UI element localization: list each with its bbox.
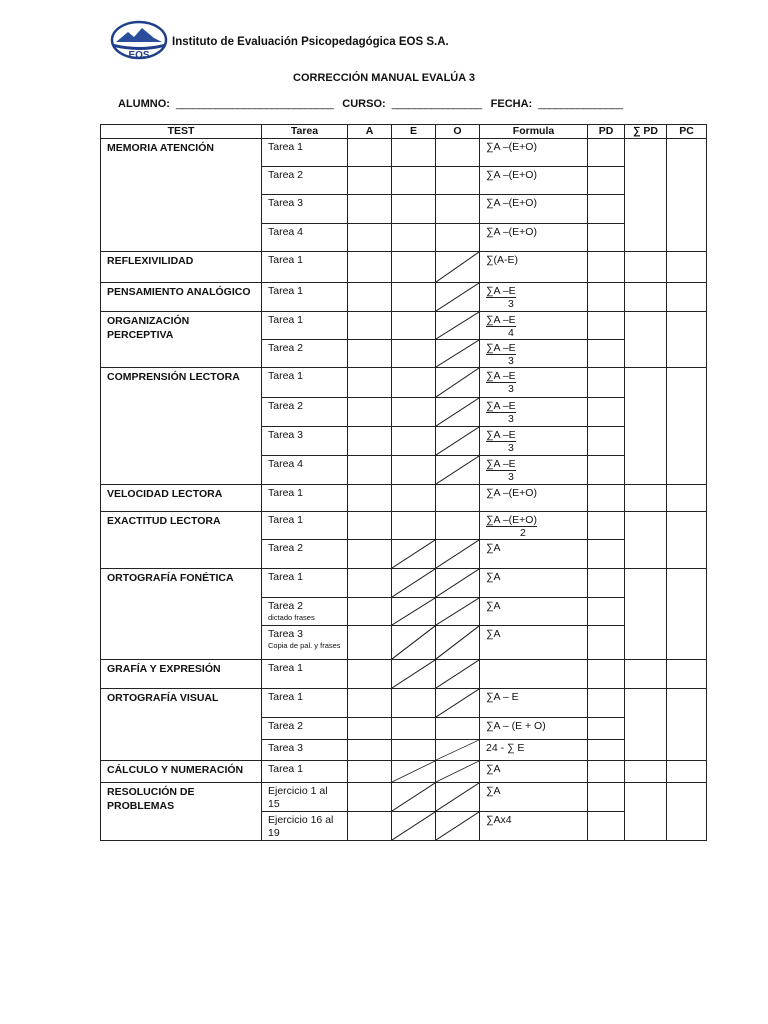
o-cell-crossed xyxy=(436,252,480,283)
formula-cell: ∑A xyxy=(480,598,588,626)
a-cell[interactable] xyxy=(348,167,392,195)
pc-cell[interactable] xyxy=(667,689,707,761)
curso-label: CURSO: xyxy=(342,98,386,110)
e-cell[interactable] xyxy=(392,718,436,740)
e-cell-crossed xyxy=(392,626,436,660)
formula-cell: ∑A xyxy=(480,783,588,812)
sum-pd-cell[interactable] xyxy=(625,368,667,485)
e-cell[interactable] xyxy=(392,283,436,312)
a-cell[interactable] xyxy=(348,689,392,718)
tarea-cell xyxy=(262,598,348,626)
formula-cell xyxy=(480,368,588,398)
test-name: VELOCIDAD LECTORA xyxy=(101,485,262,512)
a-cell[interactable] xyxy=(348,783,392,812)
formula-cell: ∑(A-E) xyxy=(480,252,588,283)
tarea-cell: Tarea 1 xyxy=(262,761,348,783)
pc-cell[interactable] xyxy=(667,512,707,569)
pd-cell[interactable] xyxy=(588,456,625,485)
formula-cell: ∑A –(E+O) xyxy=(480,224,588,252)
tarea-cell: Ejercicio 1 al 15 xyxy=(262,783,348,812)
a-cell[interactable] xyxy=(348,660,392,689)
o-cell[interactable] xyxy=(436,195,480,224)
eos-logo xyxy=(110,20,168,62)
slash-mark xyxy=(436,283,479,311)
slash-mark xyxy=(436,626,479,659)
slash-mark xyxy=(436,569,479,597)
formula-cell: ∑A xyxy=(480,569,588,598)
col-e: E xyxy=(392,125,436,139)
tarea-cell: Tarea 4 xyxy=(262,224,348,252)
tarea-cell: Tarea 3 xyxy=(262,740,348,761)
a-cell[interactable] xyxy=(348,139,392,167)
o-cell-crossed xyxy=(436,761,480,783)
a-cell[interactable] xyxy=(348,312,392,340)
a-cell[interactable] xyxy=(348,626,392,660)
o-cell-crossed xyxy=(436,540,480,569)
tarea-cell: Tarea 1 xyxy=(262,512,348,540)
formula-cell: ∑A –(E+O) xyxy=(480,139,588,167)
o-cell[interactable] xyxy=(436,512,480,540)
pd-cell[interactable] xyxy=(588,427,625,456)
pc-cell[interactable] xyxy=(667,569,707,660)
pd-cell[interactable] xyxy=(588,195,625,224)
formula-cell xyxy=(480,283,588,312)
sum-pd-cell[interactable] xyxy=(625,283,667,312)
o-cell-crossed xyxy=(436,660,480,689)
e-cell-crossed xyxy=(392,569,436,598)
page-title: CORRECCIÓN MANUAL EVALÚA 3 xyxy=(293,72,475,84)
formula-cell: ∑A –(E+O) xyxy=(480,167,588,195)
formula-numerator: ∑A –E xyxy=(486,342,516,354)
pc-cell[interactable] xyxy=(667,761,707,783)
header-row xyxy=(101,125,707,139)
col-formula: Formula xyxy=(480,125,588,139)
sum-pd-cell[interactable] xyxy=(625,569,667,660)
pc-cell[interactable] xyxy=(667,252,707,283)
e-cell-crossed xyxy=(392,783,436,812)
test-name: COMPRENSIÓN LECTORA xyxy=(101,368,262,485)
formula-cell: ∑A – E xyxy=(480,689,588,718)
a-cell[interactable] xyxy=(348,718,392,740)
e-cell[interactable] xyxy=(392,139,436,167)
formula-cell xyxy=(480,427,588,456)
pc-cell[interactable] xyxy=(667,312,707,368)
a-cell[interactable] xyxy=(348,283,392,312)
table-row xyxy=(101,139,707,167)
formula-cell xyxy=(480,512,588,540)
formula-cell: ∑A xyxy=(480,626,588,660)
table-row xyxy=(101,368,707,398)
e-cell-crossed xyxy=(392,660,436,689)
o-cell-crossed xyxy=(436,598,480,626)
sum-pd-cell[interactable] xyxy=(625,660,667,689)
a-cell[interactable] xyxy=(348,540,392,569)
fecha-line[interactable]: _______________ xyxy=(538,98,623,110)
slash-mark xyxy=(392,626,435,659)
alumno-line[interactable]: ____________________________ xyxy=(175,98,334,110)
institution-name: Instituto de Evaluación Psicopedagógica EOS S.A. xyxy=(172,36,449,48)
slash-mark xyxy=(436,660,479,688)
sum-pd-cell[interactable] xyxy=(625,512,667,569)
pc-cell[interactable] xyxy=(667,283,707,312)
fecha-label: FECHA: xyxy=(490,98,533,110)
a-cell[interactable] xyxy=(348,740,392,761)
e-cell[interactable] xyxy=(392,689,436,718)
e-cell-crossed xyxy=(392,598,436,626)
sum-pd-cell[interactable] xyxy=(625,689,667,761)
table-row xyxy=(101,783,707,812)
formula-cell: ∑A xyxy=(480,761,588,783)
tarea-cell: Tarea 1 xyxy=(262,312,348,340)
tarea-cell: Tarea 3 xyxy=(262,195,348,224)
test-name: EXACTITUD LECTORA xyxy=(101,512,262,569)
formula-numerator: ∑A –E xyxy=(486,458,516,470)
test-name: ORGANIZACIÓN PERCEPTIVA xyxy=(101,312,262,368)
e-cell[interactable] xyxy=(392,427,436,456)
tarea-note: Copia de pal. y frases xyxy=(268,641,341,650)
e-cell[interactable] xyxy=(392,167,436,195)
tarea-cell: Tarea 2 xyxy=(262,718,348,740)
slash-mark xyxy=(436,252,479,282)
o-cell-crossed xyxy=(436,398,480,427)
correction-table xyxy=(100,124,707,841)
table-row xyxy=(101,485,707,512)
curso-line[interactable]: ________________ xyxy=(391,98,482,110)
tarea-label: Tarea 3 xyxy=(268,628,304,640)
o-cell[interactable] xyxy=(436,718,480,740)
formula-denominator: 3 xyxy=(508,355,514,367)
col-tarea: Tarea xyxy=(262,125,348,139)
formula-cell: ∑Ax4 xyxy=(480,812,588,841)
test-name: ORTOGRAFÍA FONÉTICA xyxy=(101,569,262,660)
formula-denominator: 3 xyxy=(508,298,514,310)
tarea-cell: Tarea 1 xyxy=(262,689,348,718)
o-cell-crossed xyxy=(436,689,480,718)
tarea-cell: Tarea 2 xyxy=(262,398,348,427)
formula-denominator: 3 xyxy=(508,442,514,454)
pd-cell[interactable] xyxy=(588,660,625,689)
formula-cell: ∑A –(E+O) xyxy=(480,195,588,224)
slash-mark xyxy=(436,598,479,625)
pd-cell[interactable] xyxy=(588,312,625,340)
tarea-cell: Tarea 1 xyxy=(262,485,348,512)
formula-numerator: ∑A –(E+O) xyxy=(486,514,537,526)
pd-cell[interactable] xyxy=(588,485,625,512)
slash-mark xyxy=(436,456,479,484)
tarea-note: dictado frases xyxy=(268,613,315,622)
tarea-cell: Tarea 1 xyxy=(262,252,348,283)
o-cell-crossed xyxy=(436,812,480,841)
sum-pd-cell[interactable] xyxy=(625,312,667,368)
formula-denominator: 3 xyxy=(508,383,514,395)
table-row xyxy=(101,283,707,312)
test-name: ORTOGRAFÍA VISUAL xyxy=(101,689,262,761)
o-cell-crossed xyxy=(436,456,480,485)
e-cell[interactable] xyxy=(392,195,436,224)
pd-cell[interactable] xyxy=(588,740,625,761)
tarea-cell xyxy=(262,626,348,660)
formula-cell xyxy=(480,660,588,689)
o-cell[interactable] xyxy=(436,485,480,512)
pc-cell[interactable] xyxy=(667,783,707,841)
formula-denominator: 4 xyxy=(508,327,514,339)
pc-cell[interactable] xyxy=(667,660,707,689)
o-cell-crossed xyxy=(436,283,480,312)
pd-cell[interactable] xyxy=(588,512,625,540)
slash-mark xyxy=(436,783,479,811)
e-cell[interactable] xyxy=(392,368,436,398)
e-cell[interactable] xyxy=(392,398,436,427)
e-cell[interactable] xyxy=(392,224,436,252)
pd-cell[interactable] xyxy=(588,398,625,427)
tarea-cell: Tarea 2 xyxy=(262,340,348,368)
pc-cell[interactable] xyxy=(667,368,707,485)
pd-cell[interactable] xyxy=(588,224,625,252)
o-cell-crossed xyxy=(436,569,480,598)
slash-mark xyxy=(436,427,479,455)
col-o: O xyxy=(436,125,480,139)
tarea-label: Tarea 2 xyxy=(268,600,304,612)
table-row xyxy=(101,761,707,783)
pd-cell[interactable] xyxy=(588,783,625,812)
slash-mark xyxy=(436,540,479,568)
pd-cell[interactable] xyxy=(588,540,625,569)
e-cell[interactable] xyxy=(392,456,436,485)
tarea-cell: Tarea 1 xyxy=(262,368,348,398)
slash-mark xyxy=(392,660,435,688)
o-cell[interactable] xyxy=(436,167,480,195)
tarea-cell: Tarea 2 xyxy=(262,540,348,569)
pd-cell[interactable] xyxy=(588,812,625,841)
student-fields xyxy=(118,98,628,110)
sum-pd-cell[interactable] xyxy=(625,252,667,283)
tarea-cell: Tarea 4 xyxy=(262,456,348,485)
tarea-cell: Ejercicio 16 al 19 xyxy=(262,812,348,841)
pd-cell[interactable] xyxy=(588,626,625,660)
a-cell[interactable] xyxy=(348,598,392,626)
a-cell[interactable] xyxy=(348,340,392,368)
e-cell-crossed xyxy=(392,540,436,569)
pd-cell[interactable] xyxy=(588,252,625,283)
formula-cell xyxy=(480,456,588,485)
tarea-cell: Tarea 3 xyxy=(262,427,348,456)
o-cell-crossed xyxy=(436,312,480,340)
a-cell[interactable] xyxy=(348,485,392,512)
pd-cell[interactable] xyxy=(588,761,625,783)
pd-cell[interactable] xyxy=(588,167,625,195)
col-pd: PD xyxy=(588,125,625,139)
pd-cell[interactable] xyxy=(588,689,625,718)
table-row xyxy=(101,569,707,598)
slash-mark xyxy=(436,812,479,840)
test-name: RESOLUCIÓN DE PROBLEMAS xyxy=(101,783,262,841)
col-pc: PC xyxy=(667,125,707,139)
test-name: REFLEXIVILIDAD xyxy=(101,252,262,283)
o-cell-crossed xyxy=(436,340,480,368)
o-cell[interactable] xyxy=(436,139,480,167)
e-cell[interactable] xyxy=(392,340,436,368)
table-row xyxy=(101,312,707,340)
sum-pd-cell[interactable] xyxy=(625,139,667,252)
formula-numerator: ∑A –E xyxy=(486,400,516,412)
e-cell[interactable] xyxy=(392,740,436,761)
a-cell[interactable] xyxy=(348,761,392,783)
pd-cell[interactable] xyxy=(588,340,625,368)
slash-mark xyxy=(436,312,479,339)
pc-cell[interactable] xyxy=(667,485,707,512)
o-cell-crossed xyxy=(436,427,480,456)
a-cell[interactable] xyxy=(348,368,392,398)
e-cell[interactable] xyxy=(392,512,436,540)
formula-numerator: ∑A –E xyxy=(486,370,516,382)
a-cell[interactable] xyxy=(348,456,392,485)
a-cell[interactable] xyxy=(348,398,392,427)
tarea-cell: Tarea 1 xyxy=(262,660,348,689)
test-name: CÁLCULO Y NUMERACIÓN xyxy=(101,761,262,783)
col-a: A xyxy=(348,125,392,139)
formula-denominator: 3 xyxy=(508,471,514,483)
a-cell[interactable] xyxy=(348,512,392,540)
col-sum-pd: ∑ PD xyxy=(625,125,667,139)
e-cell[interactable] xyxy=(392,252,436,283)
formula-cell: 24 - ∑ E xyxy=(480,740,588,761)
pd-cell[interactable] xyxy=(588,283,625,312)
a-cell[interactable] xyxy=(348,252,392,283)
pd-cell[interactable] xyxy=(588,598,625,626)
formula-numerator: ∑A –E xyxy=(486,429,516,441)
formula-cell: ∑A –(E+O) xyxy=(480,485,588,512)
slash-mark xyxy=(392,783,435,811)
slash-mark xyxy=(392,569,435,597)
slash-mark xyxy=(392,761,435,782)
slash-mark xyxy=(436,761,479,782)
slash-mark xyxy=(436,689,479,717)
slash-mark xyxy=(436,398,479,426)
o-cell-crossed xyxy=(436,783,480,812)
formula-cell xyxy=(480,340,588,368)
o-cell-crossed xyxy=(436,740,480,761)
e-cell-crossed xyxy=(392,812,436,841)
tarea-cell: Tarea 2 xyxy=(262,167,348,195)
pd-cell[interactable] xyxy=(588,139,625,167)
pd-cell[interactable] xyxy=(588,569,625,598)
test-name: MEMORIA ATENCIÓN xyxy=(101,139,262,252)
o-cell-crossed xyxy=(436,368,480,398)
formula-cell xyxy=(480,312,588,340)
e-cell[interactable] xyxy=(392,312,436,340)
a-cell[interactable] xyxy=(348,427,392,456)
a-cell[interactable] xyxy=(348,195,392,224)
alumno-label: ALUMNO: xyxy=(118,98,170,110)
formula-cell: ∑A xyxy=(480,540,588,569)
pd-cell[interactable] xyxy=(588,368,625,398)
sum-pd-cell[interactable] xyxy=(625,485,667,512)
o-cell[interactable] xyxy=(436,224,480,252)
formula-denominator: 2 xyxy=(520,527,526,539)
tarea-cell: Tarea 1 xyxy=(262,569,348,598)
logo-text: EOS xyxy=(128,50,150,61)
formula-cell xyxy=(480,398,588,427)
test-name: GRAFÍA Y EXPRESIÓN xyxy=(101,660,262,689)
sum-pd-cell[interactable] xyxy=(625,761,667,783)
sum-pd-cell[interactable] xyxy=(625,783,667,841)
tarea-cell: Tarea 1 xyxy=(262,283,348,312)
e-cell-crossed xyxy=(392,761,436,783)
a-cell[interactable] xyxy=(348,569,392,598)
formula-numerator: ∑A –E xyxy=(486,285,516,297)
table-row xyxy=(101,660,707,689)
slash-mark xyxy=(392,812,435,840)
table-row xyxy=(101,252,707,283)
pd-cell[interactable] xyxy=(588,718,625,740)
formula-cell: ∑A – (E + O) xyxy=(480,718,588,740)
a-cell[interactable] xyxy=(348,812,392,841)
formula-denominator: 3 xyxy=(508,413,514,425)
a-cell[interactable] xyxy=(348,224,392,252)
slash-mark xyxy=(392,540,435,568)
slash-mark xyxy=(436,368,479,397)
slash-mark xyxy=(436,340,479,367)
col-test: TEST xyxy=(101,125,262,139)
o-cell-crossed xyxy=(436,626,480,660)
e-cell[interactable] xyxy=(392,485,436,512)
formula-numerator: ∑A –E xyxy=(486,314,516,326)
pc-cell[interactable] xyxy=(667,139,707,252)
slash-mark xyxy=(392,598,435,625)
test-name: PENSAMIENTO ANALÓGICO xyxy=(101,283,262,312)
table-row xyxy=(101,512,707,540)
tarea-cell: Tarea 1 xyxy=(262,139,348,167)
slash-mark xyxy=(436,740,479,760)
table-row xyxy=(101,689,707,718)
